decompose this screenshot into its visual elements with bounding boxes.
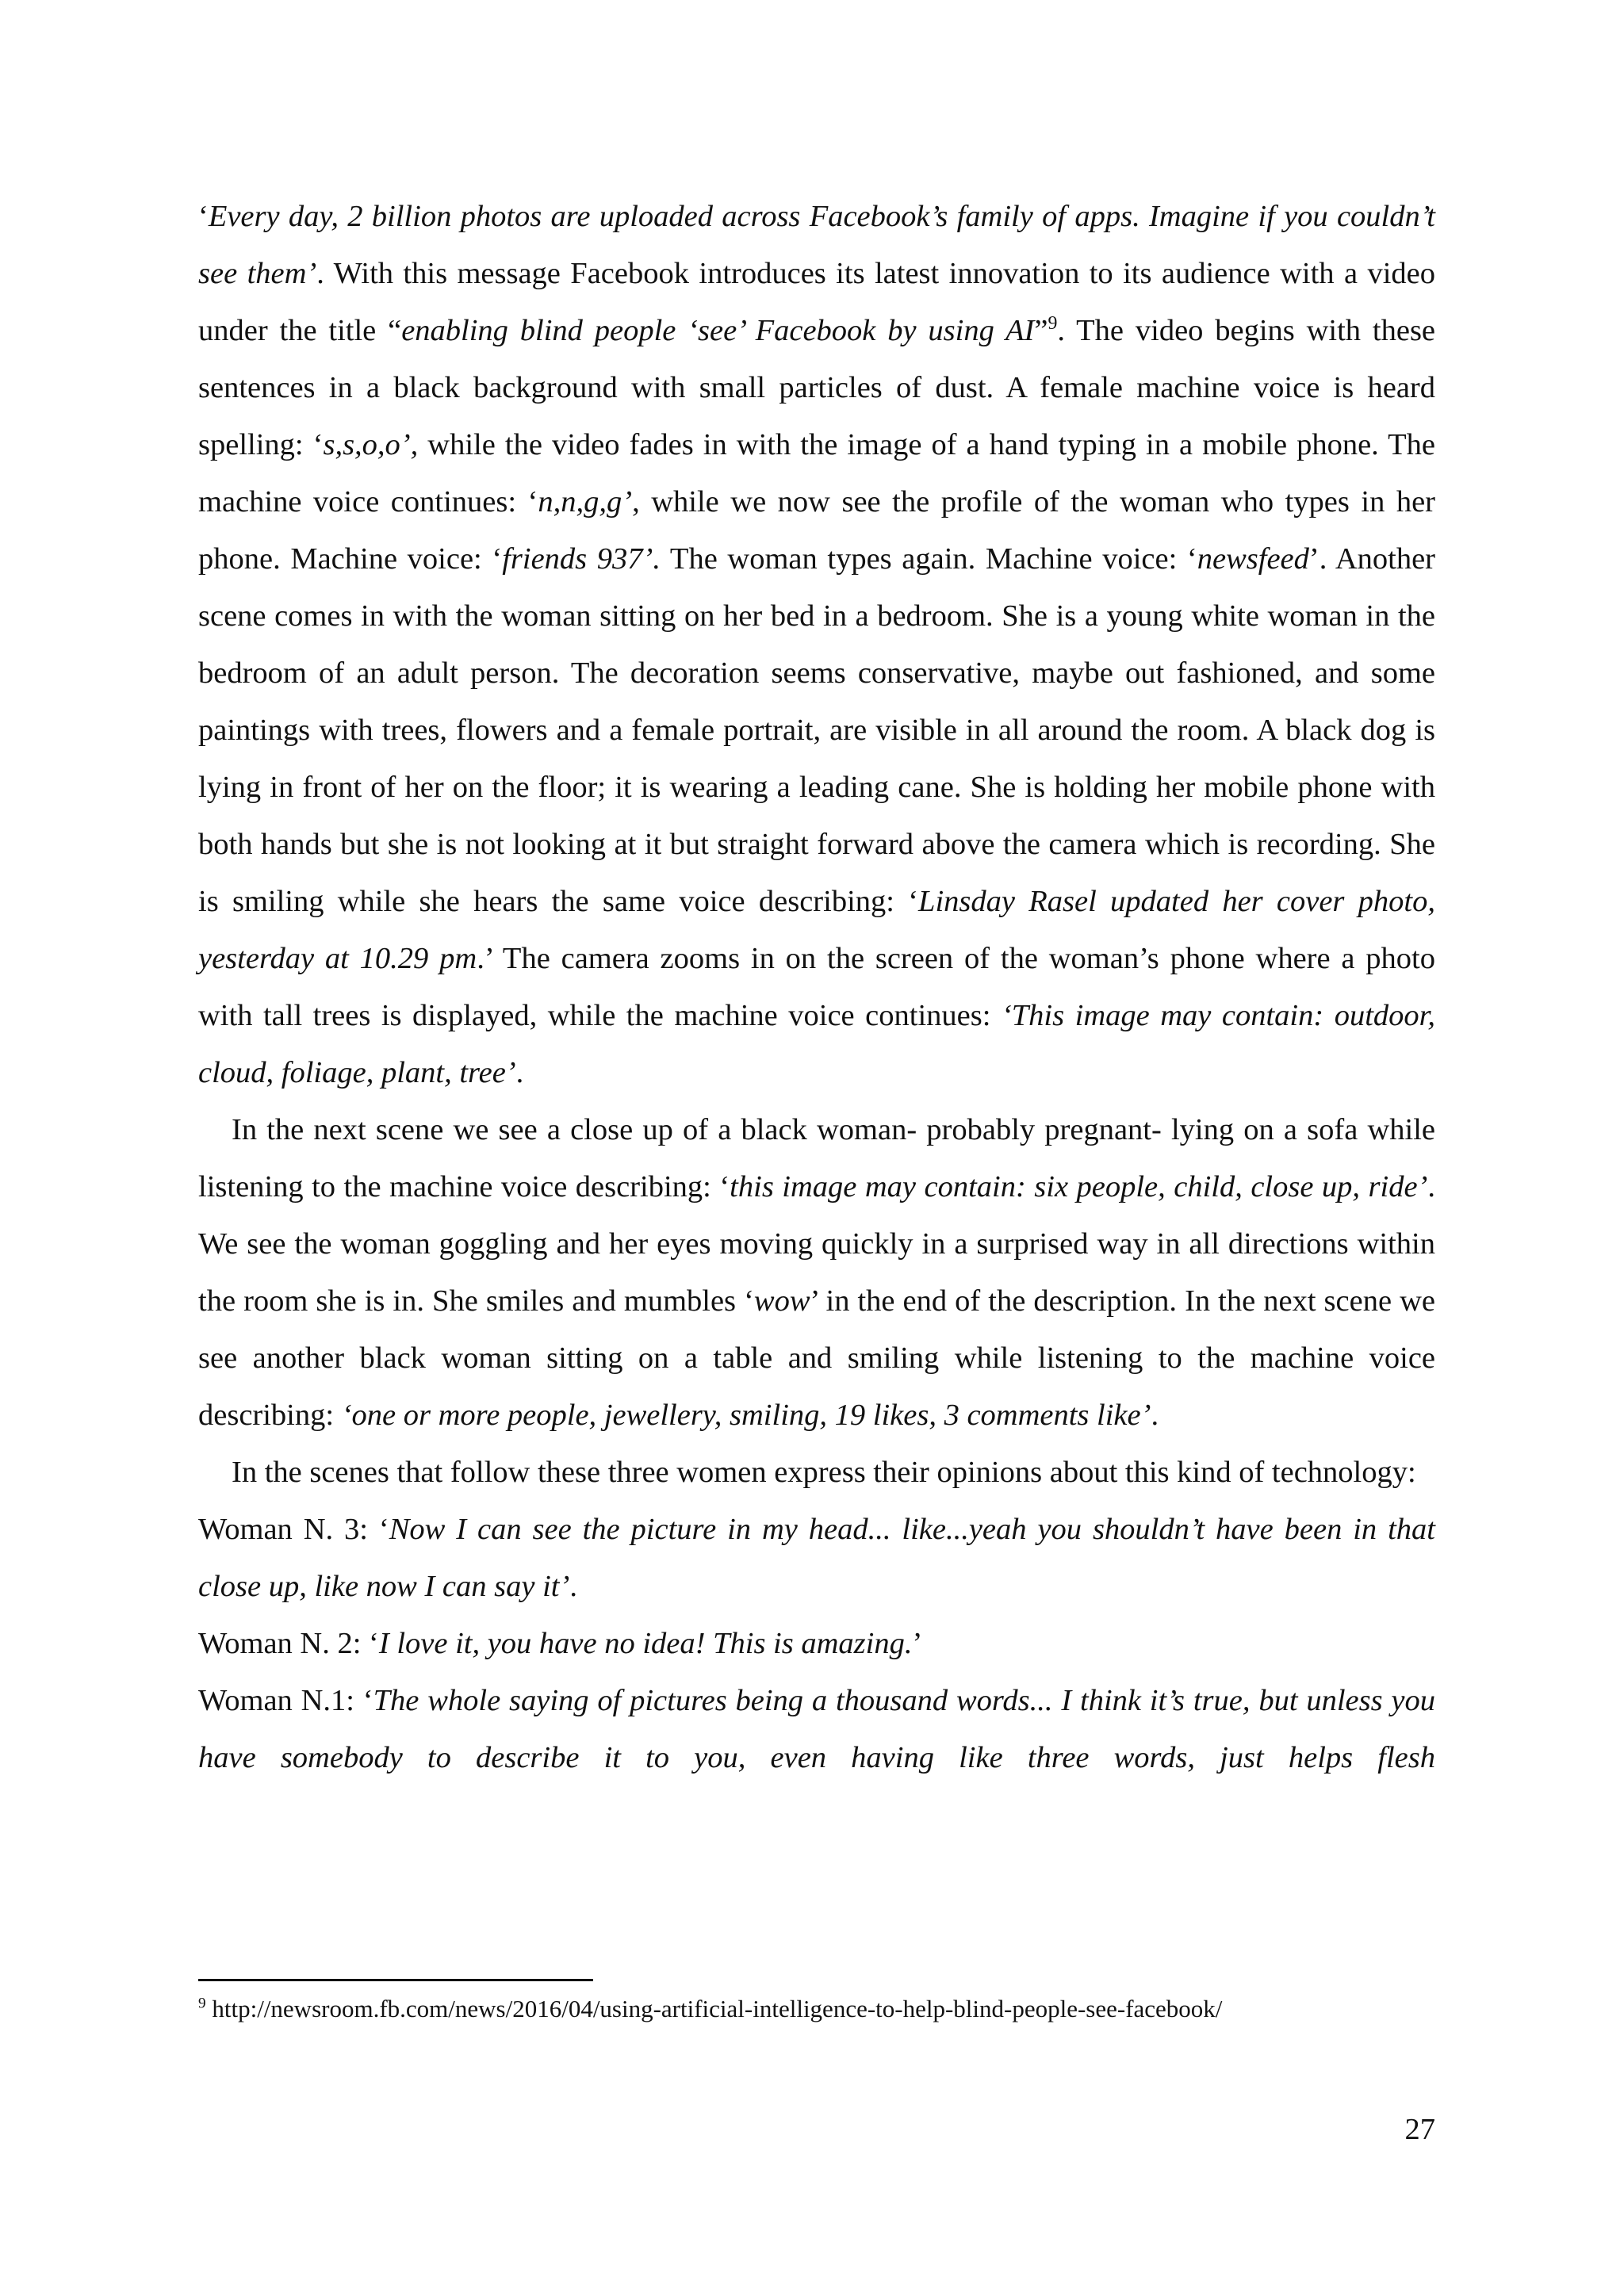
text-run: In the scenes that follow these three women express their opinions about this kind of technology: (232, 1456, 1416, 1489)
italic-quote: Linsday Rasel updated her cover photo, yesterday at 10.29 pm (198, 885, 1435, 975)
text-run: . (569, 1570, 577, 1603)
speaker-label: Woman N. 3: ‘ (198, 1513, 389, 1546)
italic-quote: I love it, you have no idea! This is amazing. (378, 1627, 913, 1660)
quote-woman-1 (198, 1672, 1435, 1786)
text-run: . With this message Facebook introduces its latest innovation to its audience with a video under the title “ (198, 257, 1435, 347)
italic-quote: wow (753, 1284, 810, 1318)
quote-woman-2 (198, 1615, 1435, 1672)
footnote (198, 1992, 1435, 2026)
italic-quote: ‘one or more people, jewellery, smiling, 19 likes, 3 comments like’ (341, 1399, 1151, 1432)
text-run: The woman types again. Machine voice: ‘ (660, 542, 1197, 576)
speaker-label: Woman N. 2: ‘ (198, 1627, 379, 1660)
italic-quote: this image may contain: six people, child, close up, ride’ (730, 1170, 1428, 1203)
text-run: ’ in the end of the description. In the next scene we see another black woman sitting on a table and smiling while listening to the machine voice describing: (198, 1284, 1435, 1432)
text-run: ‘ (198, 200, 209, 233)
text-run: . The video begins with these sentences in a black background with small particles of dust. A female machine voice is heard spelling: ‘ (198, 314, 1436, 461)
italic-quote: The whole saying of pictures being a thousand words... I think it’s true, but unless you have somebody to describe it to you, even having like three words, just helps flesh (198, 1684, 1435, 1774)
paragraph-opinions-intro (198, 1444, 1435, 1501)
text-run: . (1151, 1399, 1159, 1432)
italic-video-title: enabling blind people ‘see’ Facebook by using AI (401, 314, 1035, 347)
footnote-separator (198, 1979, 593, 1981)
italic-quote: friends 937’. (502, 542, 661, 576)
text-run: ’. Another scene comes in with the woman sitting on her bed in a bedroom. She is a young white woman in the bedroom of an adult person. The decoration seems conservative, maybe out fashioned, and some paintings with trees, flowers and a female portrait, are visible in all around the room. A black dog is lying in front of her on the floor; it is wearing a leading cane. She is holding her mobile phone with both hands but she is not looking at it but straight forward above the camera which is recording. She is smiling while she hears the same voice describing: ‘ (198, 542, 1436, 918)
paragraph-facebook-video-intro (198, 188, 1435, 1101)
italic-quote: Every day, 2 billion photos are uploaded across Facebook’s family of apps. Imagine if you couldn’t see them’ (198, 200, 1435, 290)
text-run: ” (1034, 314, 1048, 347)
text-run: . (515, 1056, 524, 1089)
italic-quote: n,n,g,g’ (538, 485, 633, 519)
text-run: .’ The camera zooms in on the screen of the woman’s phone where a photo with tall trees is displayed, while the machine voice continues: (198, 942, 1436, 1032)
page-number: 27 (1404, 2113, 1435, 2146)
quote-woman-3 (198, 1501, 1435, 1615)
document-body (198, 188, 1435, 1786)
italic-quote: ‘This image may contain: outdoor, cloud, foliage, plant, tree’ (198, 999, 1435, 1089)
italic-quote: s,s,o,o’, (323, 428, 419, 461)
text-run: while the video fades in with the image of a hand typing in a mobile phone. The machine voice continues: ‘ (198, 428, 1435, 519)
speaker-label: Woman N.1: ‘ (198, 1684, 373, 1717)
italic-quote: newsfeed (1197, 542, 1309, 576)
text-run: . We see the woman goggling and her eyes moving quickly in a surprised way in all directions within the room she is in. She smiles and mumbles ‘ (198, 1170, 1435, 1318)
text-run: In the next scene we see a close up of a black woman- probably pregnant- lying on a sofa while listening to the machine voice describing: ‘ (198, 1113, 1435, 1203)
footnote-reference: 9 (1048, 313, 1058, 335)
italic-quote: Now I can see the picture in my head... like...yeah you shouldn’t have been in that close up, like now I can say it’ (198, 1513, 1435, 1603)
text-run: , while we now see the profile of the woman who types in her phone. Machine voice: ‘ (198, 485, 1435, 576)
paragraph-next-scene (198, 1101, 1435, 1444)
footnote-marker: 9 (198, 1995, 206, 2012)
footnote-url: http://newsroom.fb.com/news/2016/04/using-artificial-intelligence-to-help-blind-people-see-facebook/ (205, 1995, 1223, 2022)
text-run: ’ (912, 1627, 923, 1660)
